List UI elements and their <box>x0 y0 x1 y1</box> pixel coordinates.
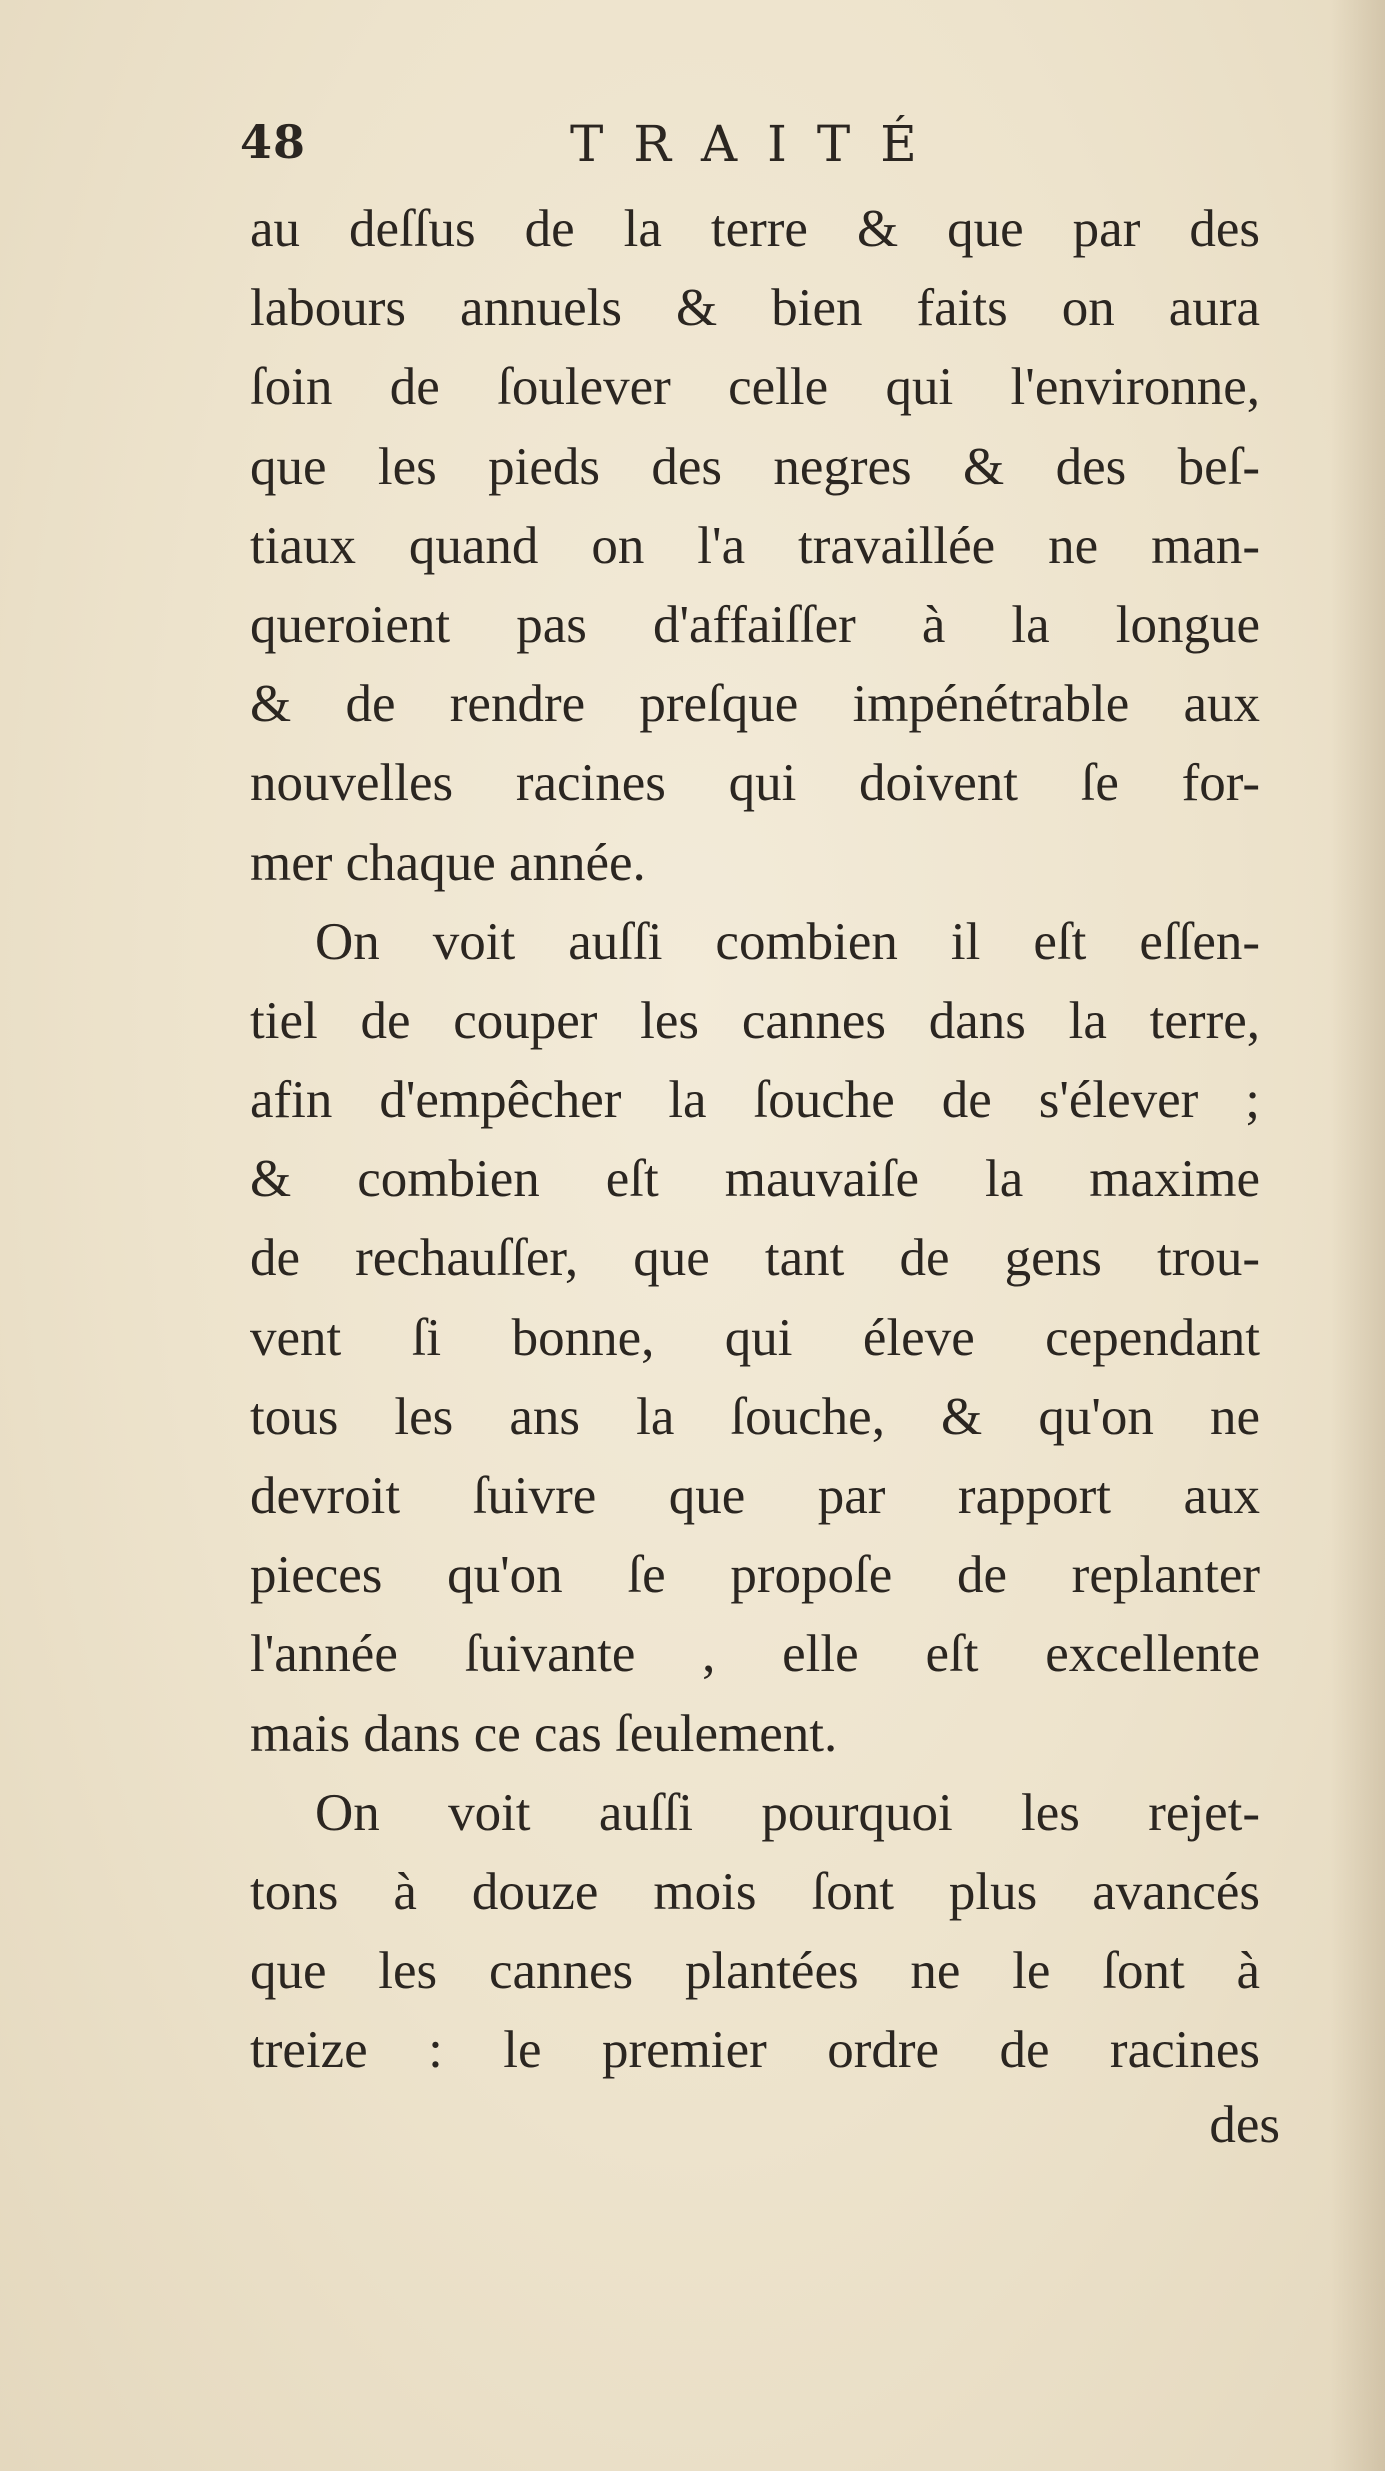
text-line: nouvelles racines qui doivent ſe for- <box>250 754 1260 813</box>
text-line: l'année ſuivante , elle eſt excellente <box>250 1625 1260 1684</box>
text-line: que les pieds des negres & des beſ- <box>250 437 1260 496</box>
text-line: & de rendre preſque impénétrable aux <box>250 675 1260 734</box>
text-line: tons à douze mois ſont plus avancés <box>250 1862 1260 1921</box>
text-line: vent ſi bonne, qui éleve cependant <box>250 1308 1260 1367</box>
text-line: & combien eſt mauvaiſe la maxime <box>250 1150 1260 1209</box>
text-line: tous les ans la ſouche, & qu'on ne <box>250 1387 1260 1446</box>
text-line: tiel de couper les cannes dans la terre, <box>250 991 1260 1050</box>
text-line: On voit auſſi pourquoi les rejet- <box>315 1783 1260 1842</box>
text-line: treize : le premier ordre de racines <box>250 2021 1260 2080</box>
catchword: des <box>1209 2096 1280 2154</box>
running-title: TRAITÉ <box>570 115 947 173</box>
page-header <box>240 115 1290 185</box>
text-line: On voit auſſi combien il eſt eſſen- <box>315 912 1260 971</box>
text-line: labours annuels & bien faits on aura <box>250 279 1260 338</box>
text-line: que les cannes plantées ne le ſont à <box>250 1942 1260 2001</box>
text-line: au deſſus de la terre & que par des <box>250 200 1260 258</box>
page-gutter-shadow <box>1330 0 1385 2471</box>
text-line: devroit ſuivre que par rapport aux <box>250 1467 1260 1525</box>
text-line: mais dans ce cas ſeulement. <box>250 1704 838 1763</box>
text-line: pieces qu'on ſe propoſe de replanter <box>250 1546 1260 1605</box>
body-text <box>250 190 1260 2091</box>
text-line: queroient pas d'affaiſſer à la longue <box>250 595 1260 654</box>
text-line: tiaux quand on l'a travaillée ne man- <box>250 516 1260 575</box>
text-line: de rechauſſer, que tant de gens trou- <box>250 1229 1260 1288</box>
text-line: afin d'empêcher la ſouche de s'élever ; <box>250 1071 1260 1130</box>
text-line: ſoin de ſoulever celle qui l'environne, <box>250 358 1260 417</box>
text-line: mer chaque année. <box>250 833 646 892</box>
page-number: 48 <box>240 115 307 169</box>
